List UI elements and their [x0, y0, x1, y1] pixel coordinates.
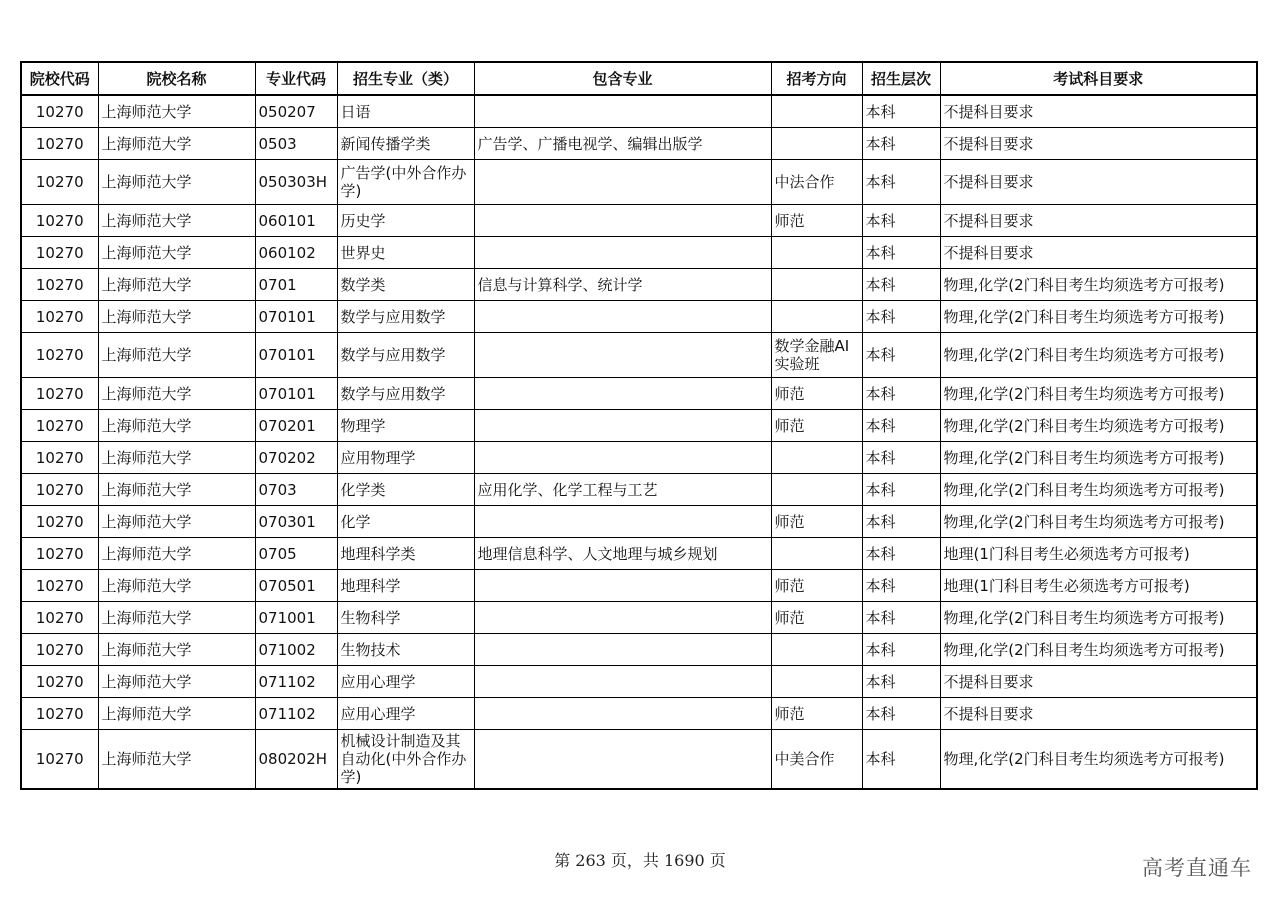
cell-major-code: 050207 — [255, 95, 337, 128]
cell-level: 本科 — [862, 237, 940, 269]
cell-level: 本科 — [862, 474, 940, 506]
cell-included-majors — [474, 730, 771, 790]
cell-school-code: 10270 — [21, 95, 98, 128]
cell-major-name: 数学与应用数学 — [337, 333, 474, 378]
cell-school-name: 上海师范大学 — [98, 95, 255, 128]
cell-included-majors — [474, 333, 771, 378]
cell-subject-requirement: 不提科目要求 — [940, 160, 1257, 205]
table-row — [21, 301, 1257, 333]
cell-major-name: 应用心理学 — [337, 666, 474, 698]
cell-included-majors — [474, 442, 771, 474]
table-row — [21, 634, 1257, 666]
cell-subject-requirement: 不提科目要求 — [940, 205, 1257, 237]
cell-major-code: 0705 — [255, 538, 337, 570]
cell-major-code: 070301 — [255, 506, 337, 538]
cell-level: 本科 — [862, 378, 940, 410]
cell-school-code: 10270 — [21, 506, 98, 538]
cell-subject-requirement: 物理,化学(2门科目考生均须选考方可报考) — [940, 730, 1257, 790]
cell-school-name: 上海师范大学 — [98, 205, 255, 237]
cell-major-name: 数学与应用数学 — [337, 378, 474, 410]
cell-included-majors — [474, 506, 771, 538]
cell-subject-requirement: 地理(1门科目考生必须选考方可报考) — [940, 538, 1257, 570]
cell-school-code: 10270 — [21, 666, 98, 698]
cell-major-name: 地理科学 — [337, 570, 474, 602]
table-row — [21, 602, 1257, 634]
cell-direction — [771, 666, 862, 698]
cell-direction — [771, 442, 862, 474]
cell-school-name: 上海师范大学 — [98, 570, 255, 602]
cell-major-code: 0703 — [255, 474, 337, 506]
cell-included-majors: 广告学、广播电视学、编辑出版学 — [474, 128, 771, 160]
cell-subject-requirement: 不提科目要求 — [940, 698, 1257, 730]
cell-major-name: 应用物理学 — [337, 442, 474, 474]
table-row — [21, 538, 1257, 570]
cell-major-code: 071102 — [255, 666, 337, 698]
cell-subject-requirement: 不提科目要求 — [940, 95, 1257, 128]
cell-direction: 师范 — [771, 410, 862, 442]
cell-direction: 师范 — [771, 506, 862, 538]
table-row — [21, 666, 1257, 698]
cell-included-majors — [474, 237, 771, 269]
cell-included-majors — [474, 634, 771, 666]
header-row — [21, 62, 1257, 95]
cell-school-code: 10270 — [21, 205, 98, 237]
cell-direction — [771, 634, 862, 666]
table-row — [21, 442, 1257, 474]
cell-subject-requirement: 物理,化学(2门科目考生均须选考方可报考) — [940, 506, 1257, 538]
cell-major-name: 化学类 — [337, 474, 474, 506]
cell-direction — [771, 301, 862, 333]
cell-direction: 中美合作 — [771, 730, 862, 790]
cell-level: 本科 — [862, 634, 940, 666]
cell-level: 本科 — [862, 538, 940, 570]
cell-level: 本科 — [862, 333, 940, 378]
cell-subject-requirement: 物理,化学(2门科目考生均须选考方可报考) — [940, 378, 1257, 410]
header-school-name: 院校名称 — [98, 62, 255, 95]
cell-school-name: 上海师范大学 — [98, 269, 255, 301]
cell-subject-requirement: 物理,化学(2门科目考生均须选考方可报考) — [940, 410, 1257, 442]
cell-subject-requirement: 物理,化学(2门科目考生均须选考方可报考) — [940, 269, 1257, 301]
cell-included-majors — [474, 570, 771, 602]
cell-school-code: 10270 — [21, 378, 98, 410]
cell-level: 本科 — [862, 602, 940, 634]
cell-major-name: 数学与应用数学 — [337, 301, 474, 333]
cell-included-majors — [474, 410, 771, 442]
admissions-table — [20, 61, 1258, 790]
cell-school-code: 10270 — [21, 128, 98, 160]
cell-major-name: 物理学 — [337, 410, 474, 442]
cell-direction: 师范 — [771, 378, 862, 410]
cell-school-name: 上海师范大学 — [98, 474, 255, 506]
cell-level: 本科 — [862, 128, 940, 160]
cell-included-majors: 地理信息科学、人文地理与城乡规划 — [474, 538, 771, 570]
cell-school-code: 10270 — [21, 602, 98, 634]
table-row — [21, 128, 1257, 160]
cell-major-name: 世界史 — [337, 237, 474, 269]
cell-subject-requirement: 地理(1门科目考生必须选考方可报考) — [940, 570, 1257, 602]
cell-school-code: 10270 — [21, 301, 98, 333]
cell-direction — [771, 474, 862, 506]
cell-major-code: 071002 — [255, 634, 337, 666]
table-row — [21, 474, 1257, 506]
cell-school-code: 10270 — [21, 634, 98, 666]
cell-level: 本科 — [862, 160, 940, 205]
cell-subject-requirement: 物理,化学(2门科目考生均须选考方可报考) — [940, 634, 1257, 666]
header-direction: 招考方向 — [771, 62, 862, 95]
cell-major-code: 070101 — [255, 301, 337, 333]
cell-school-name: 上海师范大学 — [98, 378, 255, 410]
cell-major-name: 地理科学类 — [337, 538, 474, 570]
header-major-name: 招生专业（类） — [337, 62, 474, 95]
cell-school-code: 10270 — [21, 333, 98, 378]
cell-school-code: 10270 — [21, 410, 98, 442]
cell-school-name: 上海师范大学 — [98, 442, 255, 474]
cell-subject-requirement: 不提科目要求 — [940, 666, 1257, 698]
table-row — [21, 237, 1257, 269]
cell-school-name: 上海师范大学 — [98, 128, 255, 160]
cell-included-majors — [474, 698, 771, 730]
cell-school-name: 上海师范大学 — [98, 333, 255, 378]
cell-school-code: 10270 — [21, 730, 98, 790]
cell-major-name: 机械设计制造及其自动化(中外合作办学) — [337, 730, 474, 790]
cell-major-code: 070501 — [255, 570, 337, 602]
cell-subject-requirement: 物理,化学(2门科目考生均须选考方可报考) — [940, 602, 1257, 634]
cell-included-majors — [474, 378, 771, 410]
table-row — [21, 333, 1257, 378]
cell-school-code: 10270 — [21, 269, 98, 301]
cell-level: 本科 — [862, 205, 940, 237]
cell-school-code: 10270 — [21, 570, 98, 602]
table-row — [21, 269, 1257, 301]
cell-school-code: 10270 — [21, 160, 98, 205]
cell-school-code: 10270 — [21, 237, 98, 269]
table-row — [21, 506, 1257, 538]
cell-direction: 中法合作 — [771, 160, 862, 205]
cell-direction — [771, 95, 862, 128]
cell-major-name: 广告学(中外合作办学) — [337, 160, 474, 205]
table-row — [21, 378, 1257, 410]
table-row — [21, 730, 1257, 790]
cell-school-name: 上海师范大学 — [98, 602, 255, 634]
cell-major-code: 050303H — [255, 160, 337, 205]
cell-major-code: 0701 — [255, 269, 337, 301]
cell-included-majors — [474, 160, 771, 205]
table-row — [21, 410, 1257, 442]
cell-major-name: 日语 — [337, 95, 474, 128]
cell-included-majors: 信息与计算科学、统计学 — [474, 269, 771, 301]
cell-major-code: 060101 — [255, 205, 337, 237]
cell-school-name: 上海师范大学 — [98, 730, 255, 790]
cell-major-name: 生物技术 — [337, 634, 474, 666]
cell-included-majors — [474, 301, 771, 333]
cell-direction: 师范 — [771, 602, 862, 634]
cell-included-majors — [474, 602, 771, 634]
cell-major-name: 数学类 — [337, 269, 474, 301]
cell-level: 本科 — [862, 506, 940, 538]
table-row — [21, 698, 1257, 730]
cell-major-code: 071102 — [255, 698, 337, 730]
cell-major-code: 070202 — [255, 442, 337, 474]
table-body — [21, 95, 1257, 789]
cell-included-majors — [474, 666, 771, 698]
cell-school-code: 10270 — [21, 698, 98, 730]
cell-school-name: 上海师范大学 — [98, 698, 255, 730]
cell-subject-requirement: 不提科目要求 — [940, 237, 1257, 269]
cell-school-name: 上海师范大学 — [98, 666, 255, 698]
cell-direction — [771, 269, 862, 301]
cell-direction: 师范 — [771, 205, 862, 237]
cell-subject-requirement: 物理,化学(2门科目考生均须选考方可报考) — [940, 333, 1257, 378]
header-level: 招生层次 — [862, 62, 940, 95]
header-subject-requirement: 考试科目要求 — [940, 62, 1257, 95]
cell-level: 本科 — [862, 301, 940, 333]
table-row — [21, 95, 1257, 128]
cell-school-code: 10270 — [21, 442, 98, 474]
cell-direction: 数学金融AI实验班 — [771, 333, 862, 378]
cell-school-code: 10270 — [21, 538, 98, 570]
cell-level: 本科 — [862, 666, 940, 698]
cell-direction — [771, 237, 862, 269]
cell-subject-requirement: 物理,化学(2门科目考生均须选考方可报考) — [940, 301, 1257, 333]
cell-major-name: 历史学 — [337, 205, 474, 237]
cell-included-majors — [474, 95, 771, 128]
cell-major-code: 071001 — [255, 602, 337, 634]
cell-included-majors: 应用化学、化学工程与工艺 — [474, 474, 771, 506]
cell-school-name: 上海师范大学 — [98, 160, 255, 205]
cell-level: 本科 — [862, 570, 940, 602]
table-row — [21, 160, 1257, 205]
cell-major-name: 新闻传播学类 — [337, 128, 474, 160]
cell-direction — [771, 538, 862, 570]
cell-major-code: 070101 — [255, 378, 337, 410]
cell-school-code: 10270 — [21, 474, 98, 506]
cell-major-code: 060102 — [255, 237, 337, 269]
cell-major-name: 应用心理学 — [337, 698, 474, 730]
table-row — [21, 570, 1257, 602]
cell-included-majors — [474, 205, 771, 237]
cell-major-code: 070101 — [255, 333, 337, 378]
cell-major-name: 生物科学 — [337, 602, 474, 634]
cell-level: 本科 — [862, 442, 940, 474]
cell-level: 本科 — [862, 698, 940, 730]
cell-major-code: 0503 — [255, 128, 337, 160]
cell-subject-requirement: 物理,化学(2门科目考生均须选考方可报考) — [940, 474, 1257, 506]
cell-school-name: 上海师范大学 — [98, 237, 255, 269]
cell-direction — [771, 128, 862, 160]
cell-level: 本科 — [862, 730, 940, 790]
header-included-majors: 包含专业 — [474, 62, 771, 95]
cell-major-name: 化学 — [337, 506, 474, 538]
cell-direction: 师范 — [771, 570, 862, 602]
cell-subject-requirement: 物理,化学(2门科目考生均须选考方可报考) — [940, 442, 1257, 474]
cell-major-code: 070201 — [255, 410, 337, 442]
cell-school-name: 上海师范大学 — [98, 634, 255, 666]
cell-level: 本科 — [862, 269, 940, 301]
cell-school-name: 上海师范大学 — [98, 301, 255, 333]
header-school-code: 院校代码 — [21, 62, 98, 95]
cell-school-name: 上海师范大学 — [98, 410, 255, 442]
table-row — [21, 205, 1257, 237]
page-number: 第 263 页，共 1690 页 — [554, 851, 726, 870]
cell-school-name: 上海师范大学 — [98, 538, 255, 570]
cell-school-name: 上海师范大学 — [98, 506, 255, 538]
cell-direction: 师范 — [771, 698, 862, 730]
cell-level: 本科 — [862, 95, 940, 128]
cell-level: 本科 — [862, 410, 940, 442]
watermark: 高考直通车 — [1142, 856, 1252, 880]
cell-major-code: 080202H — [255, 730, 337, 790]
cell-subject-requirement: 不提科目要求 — [940, 128, 1257, 160]
header-major-code: 专业代码 — [255, 62, 337, 95]
